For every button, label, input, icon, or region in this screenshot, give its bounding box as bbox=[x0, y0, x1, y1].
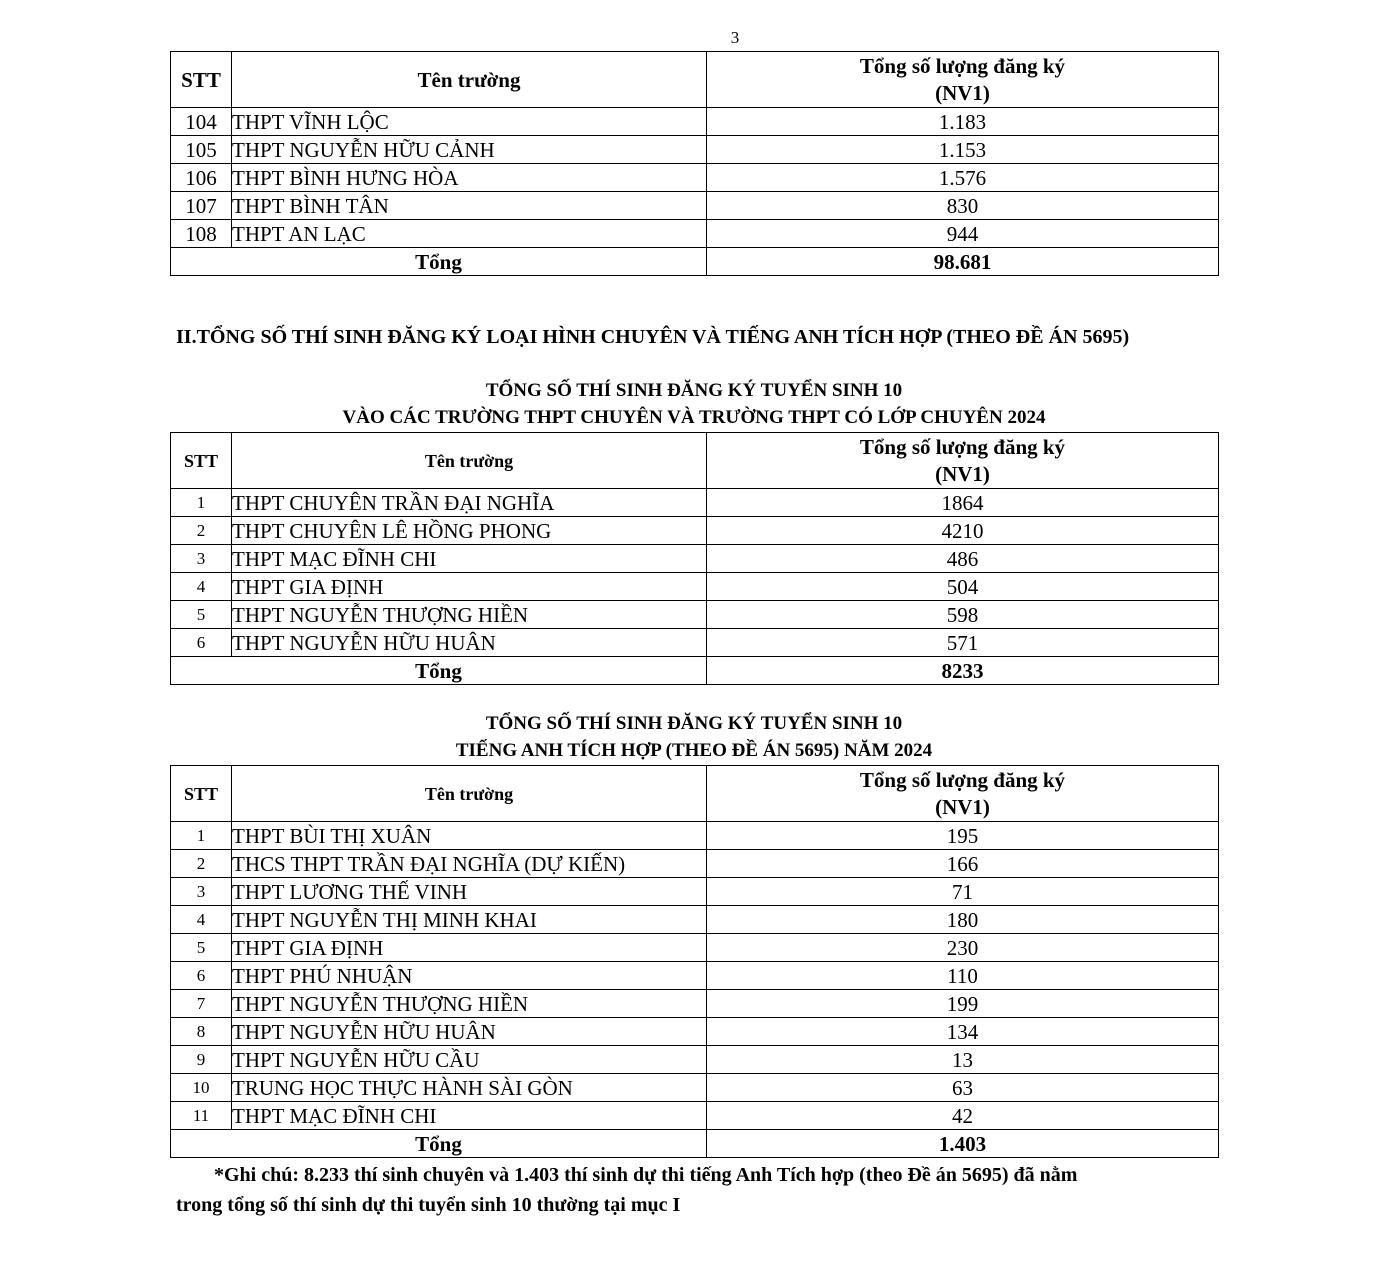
total-label: Tổng bbox=[171, 1130, 707, 1158]
table-row bbox=[171, 220, 1219, 248]
row-total: 199 bbox=[707, 990, 1219, 1018]
row-total: 1.576 bbox=[707, 164, 1219, 192]
row-school-name: THPT BÙI THỊ XUÂN bbox=[232, 822, 707, 850]
row-school-name: THPT NGUYỄN HỮU HUÂN bbox=[232, 629, 707, 657]
table-row bbox=[171, 629, 1219, 657]
column-header-total-line1: Tổng số lượng đăng ký bbox=[859, 53, 1066, 78]
column-header-school-name: Tên trường bbox=[232, 52, 707, 108]
registration-table-specialized bbox=[170, 432, 1219, 685]
row-total: 63 bbox=[707, 1074, 1219, 1102]
row-school-name: THPT NGUYỄN HỮU CẢNH bbox=[232, 136, 707, 164]
row-school-name: THPT NGUYỄN THỊ MINH KHAI bbox=[232, 906, 707, 934]
row-school-name: THPT NGUYỄN THƯỢNG HIỀN bbox=[232, 601, 707, 629]
row-school-name: THPT BÌNH HƯNG HÒA bbox=[232, 164, 707, 192]
row-stt: 1 bbox=[171, 822, 232, 850]
row-total: 504 bbox=[707, 573, 1219, 601]
table-row bbox=[171, 878, 1219, 906]
table-row bbox=[171, 1074, 1219, 1102]
table-row bbox=[171, 601, 1219, 629]
table-2-title-line2: VÀO CÁC TRƯỜNG THPT CHUYÊN VÀ TRƯỜNG THPT CÓ LỚP CHUYÊN 2024 bbox=[342, 407, 1046, 428]
row-stt: 5 bbox=[171, 934, 232, 962]
column-header-total-line1: Tổng số lượng đăng ký bbox=[859, 434, 1066, 459]
row-stt: 2 bbox=[171, 850, 232, 878]
total-value: 98.681 bbox=[707, 248, 1219, 276]
total-label: Tổng bbox=[171, 248, 707, 276]
table-row bbox=[171, 517, 1219, 545]
table-total-row bbox=[171, 1130, 1219, 1158]
table-row bbox=[171, 934, 1219, 962]
row-school-name: THPT NGUYỄN HỮU HUÂN bbox=[232, 1018, 707, 1046]
table-row bbox=[171, 906, 1219, 934]
row-school-name: THPT NGUYỄN HỮU CẦU bbox=[232, 1046, 707, 1074]
table-header-row bbox=[171, 433, 1219, 489]
row-stt: 6 bbox=[171, 629, 232, 657]
row-total: 134 bbox=[707, 1018, 1219, 1046]
row-stt: 2 bbox=[171, 517, 232, 545]
table-3-title-line1: TỔNG SỐ THÍ SINH ĐĂNG KÝ TUYỂN SINH 10 bbox=[485, 713, 903, 734]
row-total: 830 bbox=[707, 192, 1219, 220]
table-row bbox=[171, 822, 1219, 850]
row-school-name: THPT NGUYỄN THƯỢNG HIỀN bbox=[232, 990, 707, 1018]
row-school-name: THPT BÌNH TÂN bbox=[232, 192, 707, 220]
column-header-total bbox=[707, 766, 1219, 822]
row-total: 110 bbox=[707, 962, 1219, 990]
row-total: 571 bbox=[707, 629, 1219, 657]
footnote bbox=[176, 1160, 1216, 1220]
row-total: 486 bbox=[707, 545, 1219, 573]
row-school-name: THPT VĨNH LỘC bbox=[232, 108, 707, 136]
row-total: 1.183 bbox=[707, 108, 1219, 136]
row-stt: 107 bbox=[171, 192, 232, 220]
row-school-name: THPT CHUYÊN TRẦN ĐẠI NGHĨA bbox=[232, 489, 707, 517]
column-header-total-line2: (NV1) bbox=[935, 794, 990, 819]
row-stt: 3 bbox=[171, 878, 232, 906]
row-total: 13 bbox=[707, 1046, 1219, 1074]
row-stt: 4 bbox=[171, 906, 232, 934]
table-row bbox=[171, 545, 1219, 573]
column-header-total bbox=[707, 433, 1219, 489]
row-school-name: THCS THPT TRẦN ĐẠI NGHĨA (DỰ KIẾN) bbox=[232, 850, 707, 878]
row-stt: 3 bbox=[171, 545, 232, 573]
row-school-name: THPT PHÚ NHUẬN bbox=[232, 962, 707, 990]
row-stt: 105 bbox=[171, 136, 232, 164]
row-total: 230 bbox=[707, 934, 1219, 962]
row-school-name: THPT MẠC ĐĨNH CHI bbox=[232, 545, 707, 573]
table-row bbox=[171, 1018, 1219, 1046]
row-school-name: THPT MẠC ĐĨNH CHI bbox=[232, 1102, 707, 1130]
row-total: 166 bbox=[707, 850, 1219, 878]
row-total: 195 bbox=[707, 822, 1219, 850]
row-stt: 104 bbox=[171, 108, 232, 136]
row-school-name: THPT GIA ĐỊNH bbox=[232, 934, 707, 962]
table-row bbox=[171, 489, 1219, 517]
column-header-school-name: Tên trường bbox=[232, 433, 707, 489]
table-row bbox=[171, 164, 1219, 192]
row-stt: 5 bbox=[171, 601, 232, 629]
row-school-name: THPT GIA ĐỊNH bbox=[232, 573, 707, 601]
table-row bbox=[171, 192, 1219, 220]
table-row bbox=[171, 850, 1219, 878]
column-header-total bbox=[707, 52, 1219, 108]
table-2-title-line1: TỔNG SỐ THÍ SINH ĐĂNG KÝ TUYỂN SINH 10 bbox=[485, 380, 903, 401]
row-stt: 9 bbox=[171, 1046, 232, 1074]
column-header-stt: STT bbox=[171, 52, 232, 108]
row-total: 42 bbox=[707, 1102, 1219, 1130]
row-total: 598 bbox=[707, 601, 1219, 629]
table-row bbox=[171, 990, 1219, 1018]
table-row bbox=[171, 108, 1219, 136]
page-number: 3 bbox=[730, 28, 740, 47]
table-3-title-line2: TIẾNG ANH TÍCH HỢP (THEO ĐỀ ÁN 5695) NĂM 2024 bbox=[455, 740, 933, 761]
row-stt: 1 bbox=[171, 489, 232, 517]
total-label: Tổng bbox=[171, 657, 707, 685]
row-total: 1864 bbox=[707, 489, 1219, 517]
table-header-row bbox=[171, 52, 1219, 108]
row-stt: 11 bbox=[171, 1102, 232, 1130]
total-value: 8233 bbox=[707, 657, 1219, 685]
column-header-total-line1: Tổng số lượng đăng ký bbox=[859, 767, 1066, 792]
table-total-row bbox=[171, 657, 1219, 685]
column-header-stt: STT bbox=[171, 766, 232, 822]
row-stt: 10 bbox=[171, 1074, 232, 1102]
row-school-name: TRUNG HỌC THỰC HÀNH SÀI GÒN bbox=[232, 1074, 707, 1102]
column-header-total-line2: (NV1) bbox=[935, 461, 990, 486]
registration-table-regular bbox=[170, 51, 1219, 276]
row-stt: 7 bbox=[171, 990, 232, 1018]
table-row bbox=[171, 136, 1219, 164]
row-stt: 108 bbox=[171, 220, 232, 248]
row-total: 180 bbox=[707, 906, 1219, 934]
row-total: 944 bbox=[707, 220, 1219, 248]
total-value: 1.403 bbox=[707, 1130, 1219, 1158]
footnote-line1: *Ghi chú: 8.233 thí sinh chuyên và 1.403 thí sinh dự thi tiếng Anh Tích hợp (theo Đề án 5695) đã nằm bbox=[214, 1164, 1078, 1186]
column-header-total-line2: (NV1) bbox=[935, 80, 990, 105]
table-header-row bbox=[171, 766, 1219, 822]
table-row bbox=[171, 1046, 1219, 1074]
table-row bbox=[171, 962, 1219, 990]
row-stt: 6 bbox=[171, 962, 232, 990]
table-3-title bbox=[170, 710, 1218, 764]
row-stt: 8 bbox=[171, 1018, 232, 1046]
row-total: 71 bbox=[707, 878, 1219, 906]
row-stt: 4 bbox=[171, 573, 232, 601]
footnote-line2: trong tổng số thí sinh dự thi tuyển sinh 10 thường tại mục I bbox=[176, 1194, 681, 1216]
table-2-title bbox=[170, 377, 1218, 431]
row-total: 1.153 bbox=[707, 136, 1219, 164]
row-total: 4210 bbox=[707, 517, 1219, 545]
column-header-school-name: Tên trường bbox=[232, 766, 707, 822]
row-stt: 106 bbox=[171, 164, 232, 192]
row-school-name: THPT CHUYÊN LÊ HỒNG PHONG bbox=[232, 517, 707, 545]
table-row bbox=[171, 573, 1219, 601]
registration-table-integrated-english bbox=[170, 765, 1219, 1158]
row-school-name: THPT AN LẠC bbox=[232, 220, 707, 248]
column-header-stt: STT bbox=[171, 433, 232, 489]
table-total-row bbox=[171, 248, 1219, 276]
section-2-heading: II.TỔNG SỐ THÍ SINH ĐĂNG KÝ LOẠI HÌNH CHUYÊN VÀ TIẾNG ANH TÍCH HỢP (THEO ĐỀ ÁN 5695) bbox=[176, 326, 1130, 348]
row-school-name: THPT LƯƠNG THẾ VINH bbox=[232, 878, 707, 906]
table-row bbox=[171, 1102, 1219, 1130]
